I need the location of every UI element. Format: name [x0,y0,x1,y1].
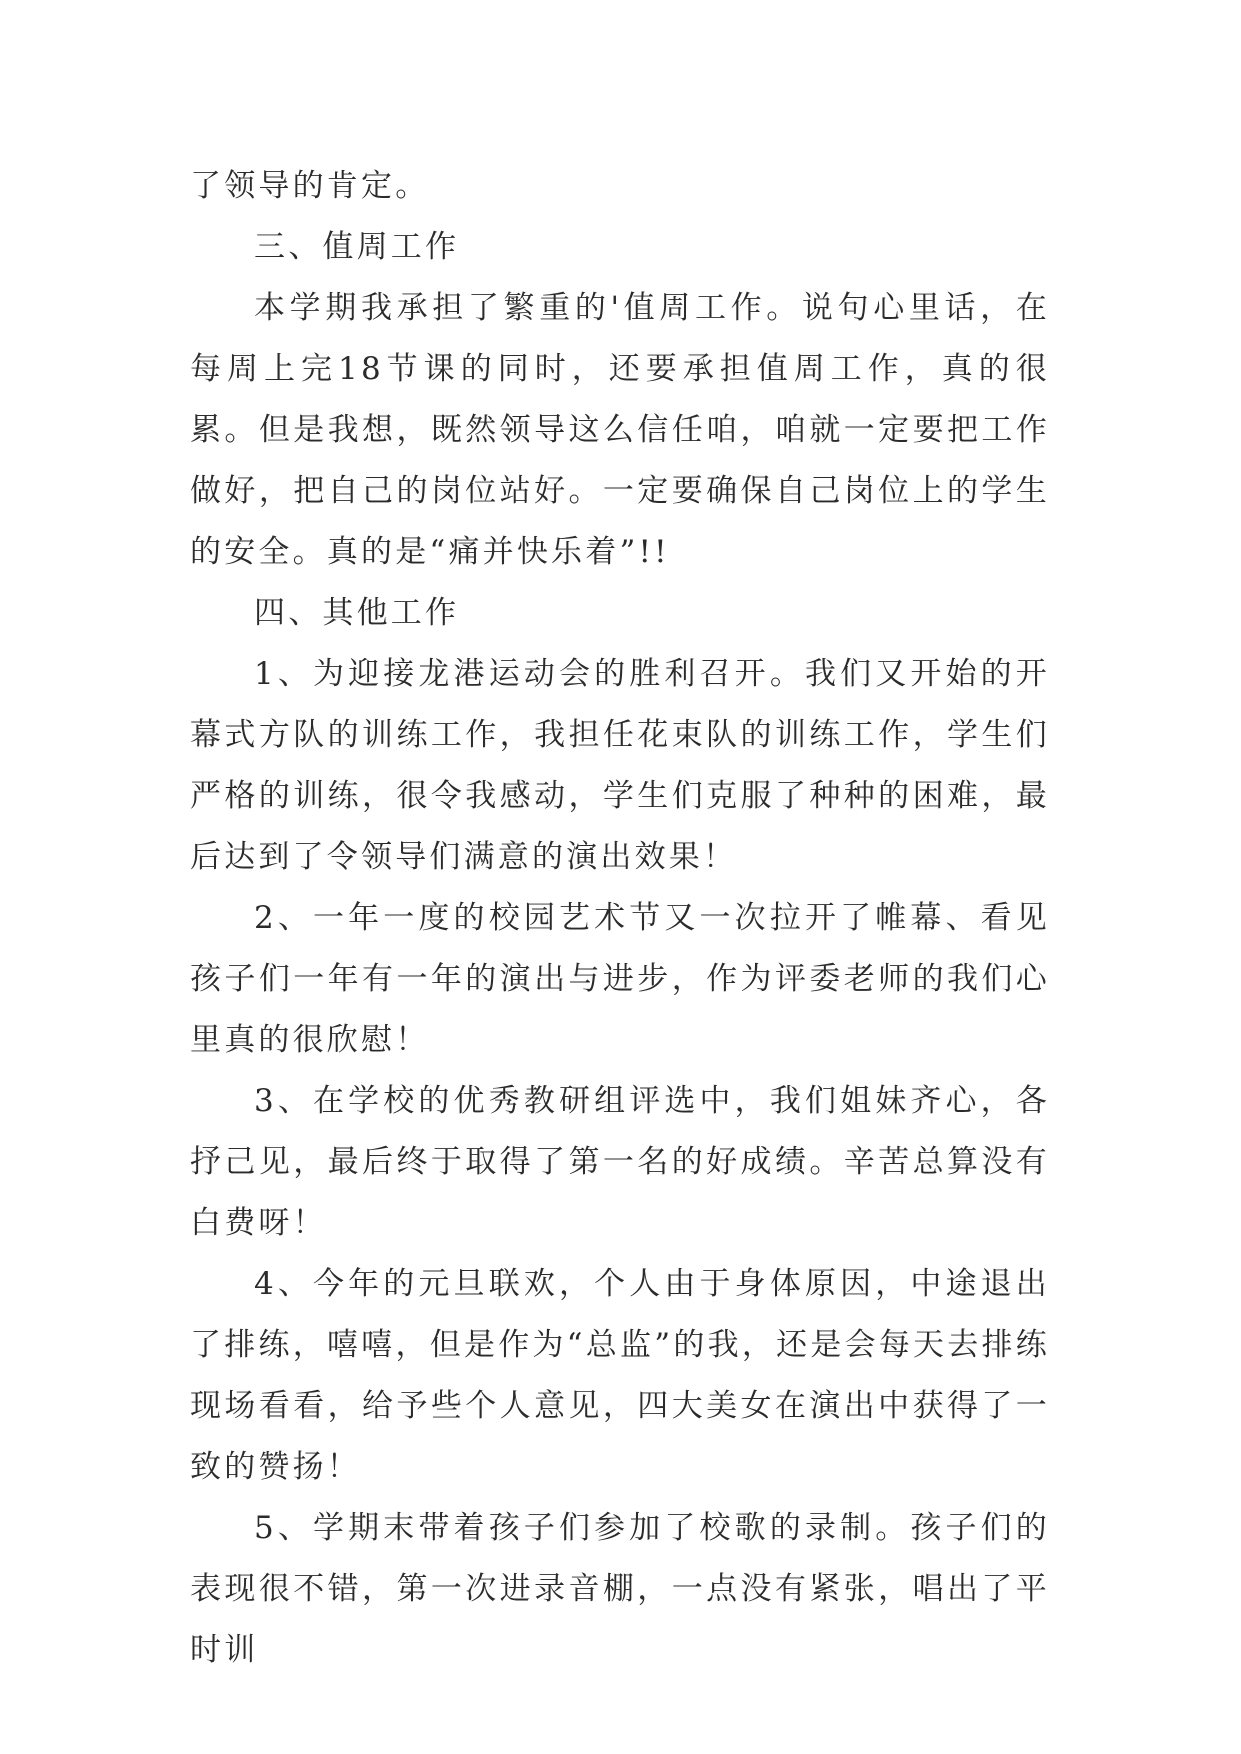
paragraph-item-1: 1、为迎接龙港运动会的胜利召开。我们又开始的开幕式方队的训练工作，我担任花束队的训练工作，学生们严格的训练，很令我感动，学生们克服了种种的困难，最后达到了令领导们满意的演出效果！ [190,656,1050,875]
document-body [190,156,1050,1681]
paragraph-duty-week: 本学期我承担了繁重的'值周工作。说句心里话，在每周上完18节课的同时，还要承担值周工作，真的很累。但是我想，既然领导这么信任咱，咱就一定要把工作做好，把自己的岗位站好。一定要确保自己岗位上的学生的安全。真的是“痛并快乐着”!! [190,290,1050,570]
paragraph-continuation: 了领导的肯定。 [190,168,430,204]
section-heading-duty-week: 三、值周工作 [254,229,460,265]
paragraph-item-5: 5、学期末带着孩子们参加了校歌的录制。孩子们的表现很不错，第一次进录音棚，一点没有紧张，唱出了平时训 [190,1510,1050,1668]
paragraph-item-3: 3、在学校的优秀教研组评选中，我们姐妹齐心，各抒己见，最后终于取得了第一名的好成绩。辛苦总算没有白费呀！ [190,1083,1050,1241]
paragraph-item-4: 4、今年的元旦联欢，个人由于身体原因，中途退出了排练，嘻嘻，但是作为“总监”的我，还是会每天去排练现场看看，给予些个人意见，四大美女在演出中获得了一致的赞扬！ [190,1266,1050,1485]
section-heading-other-work: 四、其他工作 [254,595,460,631]
paragraph-item-2: 2、一年一度的校园艺术节又一次拉开了帷幕、看见孩子们一年有一年的演出与进步，作为评委老师的我们心里真的很欣慰！ [190,900,1050,1058]
